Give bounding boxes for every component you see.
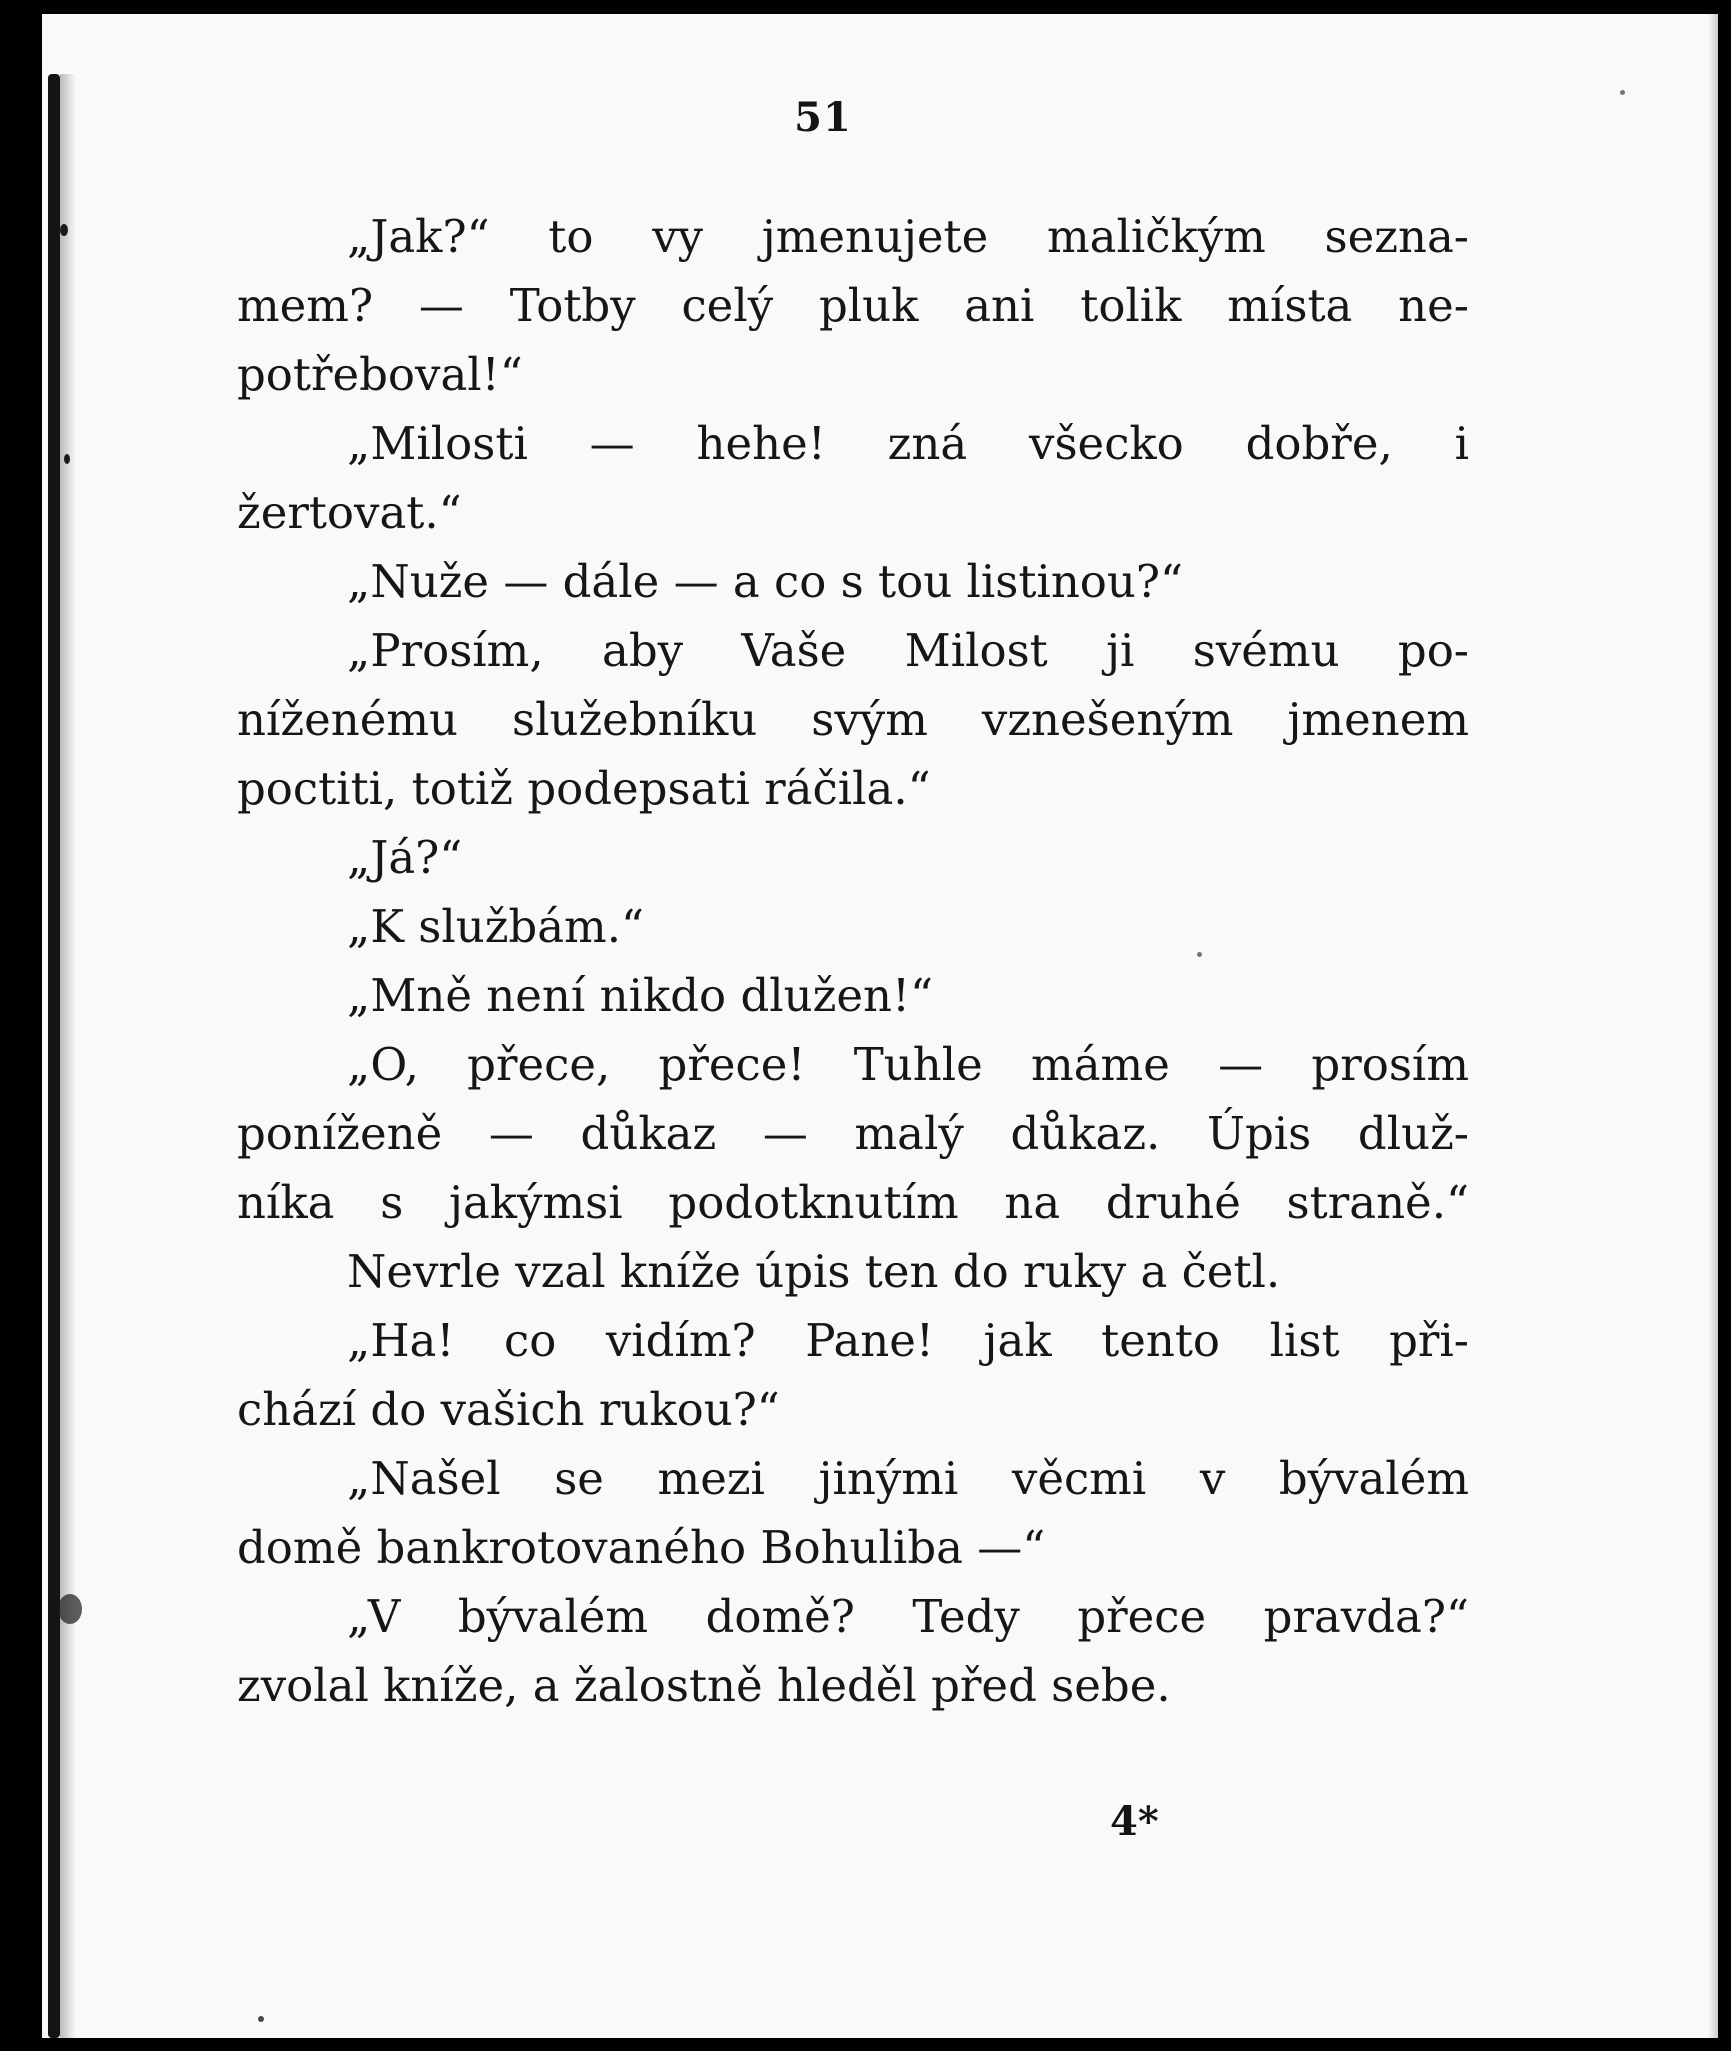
text-line: poníženě — důkaz — malý důkaz. Úpis dluž-: [237, 1107, 1469, 1160]
text-line: „Jak?“ to vy jmenujete maličkým sezna-: [347, 210, 1469, 263]
text-line: „Mně není nikdo dlužen!“: [347, 969, 934, 1022]
binding-edge: [48, 74, 60, 2038]
text-line: „Ha! co vidím? Pane! jak tento list při-: [347, 1314, 1469, 1367]
text-line: domě bankrotovaného Bohuliba —“: [237, 1521, 1046, 1574]
ink-speck: [64, 454, 70, 464]
text-line: „V bývalém domě? Tedy přece pravda?“: [347, 1590, 1469, 1643]
text-line: „Prosím, aby Vaše Milost ji svému po-: [347, 624, 1469, 677]
page-number: 51: [794, 94, 852, 141]
text-line: zvolal kníže, a žalostně hleděl před sebe.: [237, 1659, 1171, 1712]
text-line: „Našel se mezi jinými věcmi v bývalém: [347, 1452, 1469, 1505]
text-line: poctiti, totiž podepsati ráčila.“: [237, 762, 931, 815]
book-page: [42, 14, 1718, 2038]
ink-speck: [60, 224, 68, 236]
page-edge-shadow: [1708, 14, 1718, 2038]
text-line: Nevrle vzal kníže úpis ten do ruky a četl.: [347, 1245, 1281, 1298]
ink-speck: [258, 2016, 264, 2022]
text-line: níženému služebníku svým vznešeným jmenem: [237, 693, 1469, 746]
text-line: žertovat.“: [237, 486, 462, 539]
text-line: potřeboval!“: [237, 348, 523, 401]
text-line: „O, přece, přece! Tuhle máme — prosím: [347, 1038, 1469, 1091]
text-line: chází do vašich rukou?“: [237, 1383, 780, 1436]
signature-mark: 4*: [1110, 1798, 1159, 1845]
ink-speck: [1620, 90, 1625, 95]
text-line: mem? — Totby celý pluk ani tolik místa ne-: [237, 279, 1469, 332]
text-line: „K službám.“: [347, 900, 645, 953]
binding-shadow: [60, 74, 76, 2038]
text-line: „Já?“: [347, 831, 463, 884]
text-line: níka s jakýmsi podotknutím na druhé straně.“: [237, 1176, 1469, 1229]
page-text: [237, 202, 1469, 1720]
text-line: „Milosti — hehe! zná všecko dobře, i: [347, 417, 1469, 470]
text-line: „Nuže — dále — a co s tou listinou?“: [347, 555, 1184, 608]
ink-speck: [58, 1594, 82, 1624]
